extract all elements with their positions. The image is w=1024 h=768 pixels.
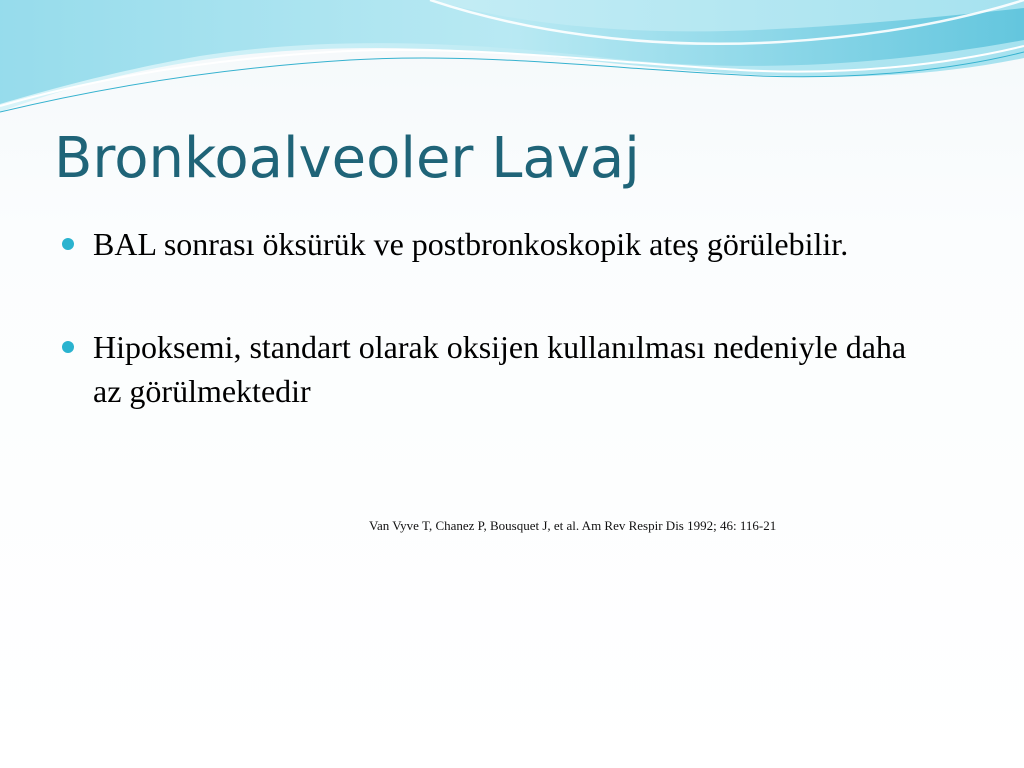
header-wave-decoration xyxy=(0,0,1024,130)
bullet-dot-icon xyxy=(62,341,74,353)
bullet-item xyxy=(60,325,920,413)
bullet-dot-icon xyxy=(62,238,74,250)
citation-reference: Van Vyve T, Chanez P, Bousquet J, et al. Am Rev Respir Dis 1992; 46: 116-21 xyxy=(369,518,777,533)
bullet-text: BAL sonrası öksürük ve postbronkoskopik ateş görülebilir. xyxy=(93,226,849,262)
bullet-list xyxy=(60,222,920,413)
slide-title: Bronkoalveoler Lavaj xyxy=(54,126,640,191)
bullet-item xyxy=(60,222,920,266)
bullet-text: Hipoksemi, standart olarak oksijen kullanılması nedeniyle daha az görülmektedir xyxy=(93,329,907,409)
